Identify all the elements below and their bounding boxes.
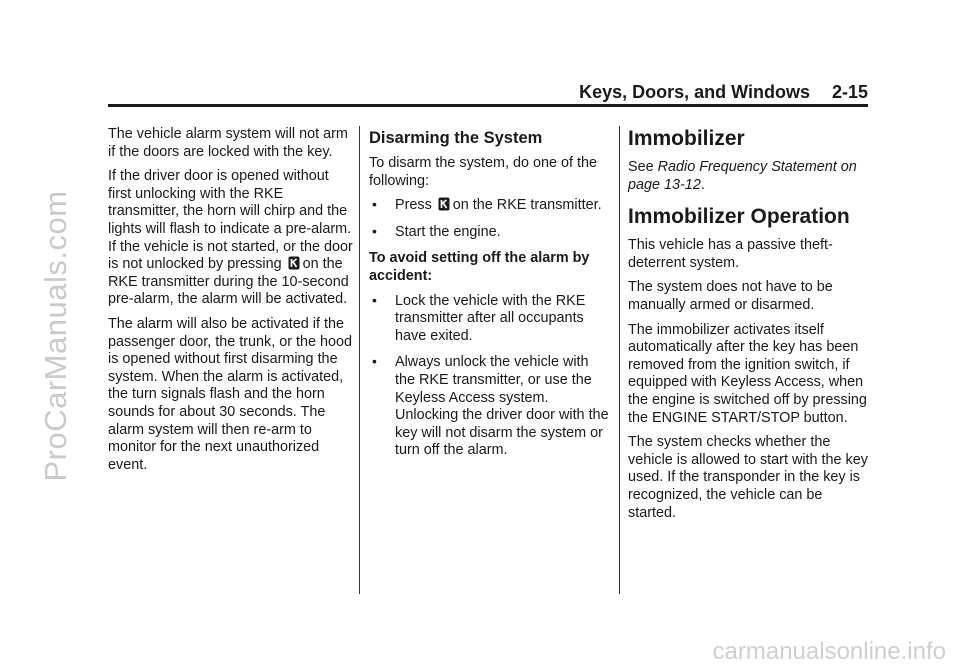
- bullet-icon: •: [372, 222, 377, 239]
- list-item-text: Lock the vehicle with the RKE transmitter after all occupants have exited.: [395, 292, 586, 344]
- list-item: [369, 293, 609, 346]
- unlock-key-icon: [288, 256, 300, 270]
- section-heading: Immobilizer Operation: [628, 205, 850, 229]
- list-item-text: on the RKE transmitter.: [452, 197, 602, 214]
- bullet-icon: •: [372, 291, 377, 308]
- paragraph: [628, 159, 872, 194]
- paragraph: The system does not have to be manually armed or disarmed.: [628, 279, 833, 313]
- column-divider-right: [619, 126, 620, 594]
- list-item: [369, 354, 609, 460]
- section-heading: Disarming the System: [369, 129, 543, 147]
- bullet-icon: •: [372, 196, 377, 213]
- paragraph-text: on the RKE transmitter during the 10-second pre-alarm, the alarm will be activated.: [108, 256, 349, 308]
- column-divider-left: [359, 126, 360, 594]
- bullet-list: [369, 197, 609, 241]
- paragraph: The vehicle alarm system will not arm if the doors are locked with the key.: [108, 126, 348, 160]
- unlock-key-icon: [438, 197, 450, 211]
- header-rule: [108, 104, 868, 107]
- paragraph: [108, 168, 354, 309]
- page-number: 2-15: [831, 82, 868, 102]
- paragraph-text: If the driver door is opened without first unlocking with the RKE transmitter, the horn will chirp and the lights will flash to indicate a pre-alarm. If the vehicle is not started, or the door is not unlocked by pressing: [108, 168, 353, 273]
- list-item-text: Press: [395, 197, 432, 214]
- column-disarming: [369, 126, 609, 469]
- paragraph: The immobilizer activates itself automatically after the key has been removed from the ignition switch, if equipped with Keyless Access, when the engine is switched off by pressing the ENGINE START/STOP button.: [628, 321, 867, 426]
- page-header: [579, 82, 868, 103]
- paragraph: The system checks whether the vehicle is allowed to start with the key used. If the transponder in the key is recognized, the vehicle can be started.: [628, 434, 868, 521]
- see-text-end: .: [700, 176, 705, 193]
- column-immobilizer: [628, 126, 872, 529]
- column-alarm-arming: [108, 126, 354, 481]
- bullet-icon: •: [372, 353, 377, 370]
- side-watermark: ProCarManuals.com: [38, 190, 73, 482]
- paragraph: The alarm will also be activated if the passenger door, the trunk, or the hood is opened without first disarming the system. When the alarm is activated, the turn signals flash and the horn sounds for about 30 seconds. The alarm system will then re-arm to monitor for the next unauthorized event.: [108, 315, 353, 473]
- list-item-text: Always unlock the vehicle with the RKE transmitter, or use the Keyless Access system. Unlocking the driver door with the key will not disarm the system or turn off the alarm.: [395, 354, 609, 459]
- section-title: Keys, Doors, and Windows: [579, 82, 810, 102]
- bottom-watermark: carmanualsonline.info: [712, 638, 946, 665]
- paragraph: This vehicle has a passive theft-deterrent system.: [628, 237, 833, 271]
- cross-reference-link[interactable]: Radio Frequency Statement on page 13-12: [628, 159, 857, 193]
- bullet-list: [369, 293, 609, 460]
- paragraph: To disarm the system, do one of the following:: [369, 155, 597, 189]
- list-item: [369, 224, 609, 242]
- section-heading: Immobilizer: [628, 127, 745, 150]
- list-item: [369, 197, 609, 215]
- list-item-text: Start the engine.: [395, 223, 501, 240]
- subheading: To avoid setting off the alarm by accident:: [369, 250, 590, 284]
- see-text: See: [628, 159, 654, 175]
